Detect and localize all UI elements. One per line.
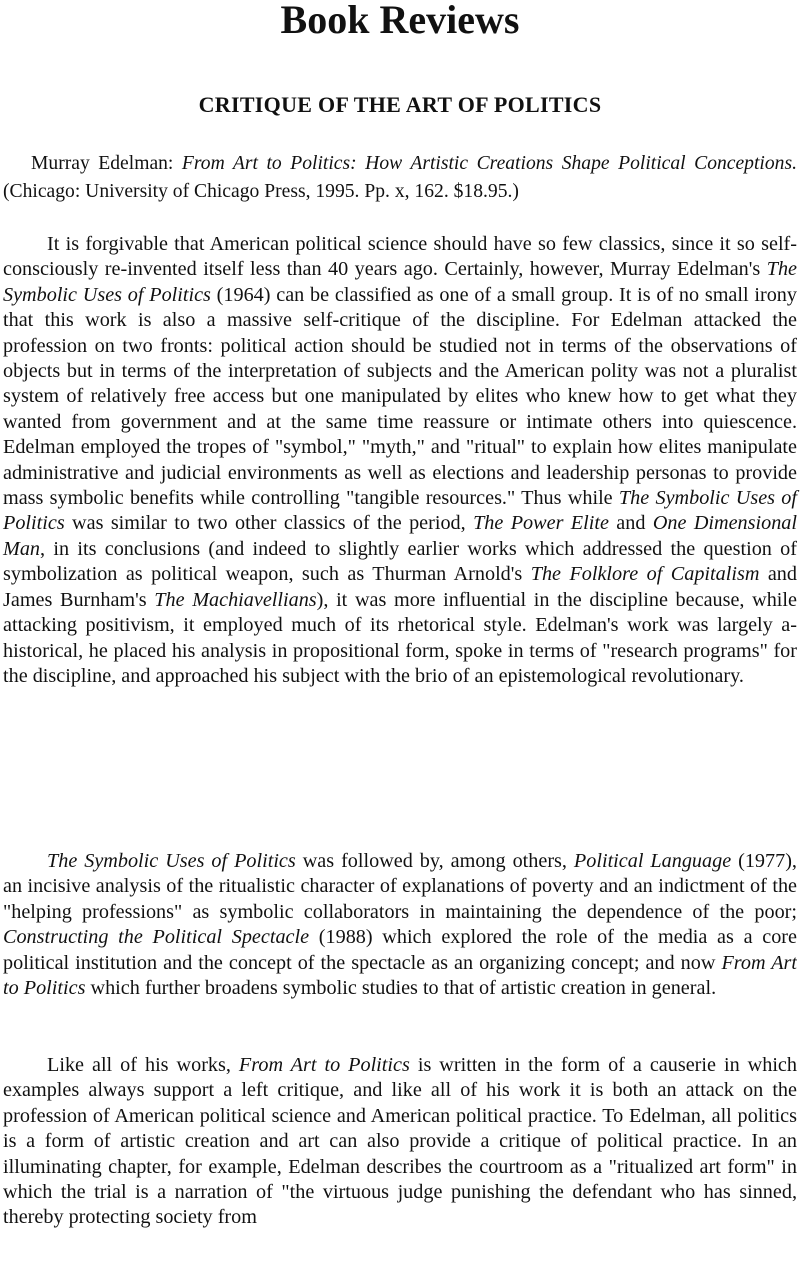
paragraph-1 (3, 232, 797, 849)
review-body (3, 232, 797, 1231)
paragraph-text: and James Burnham's (3, 563, 797, 611)
paragraph-2 (3, 849, 797, 1053)
book-citation (3, 150, 797, 206)
italic-title: One Dimensional Man (3, 512, 797, 560)
italic-title: The Symbolic Uses of Politics (47, 850, 296, 872)
italic-title: The Folklore of Capitalism (530, 563, 760, 586)
section-title: Book Reviews (280, 0, 520, 42)
italic-title: The Symbolic Uses of Politics (3, 487, 798, 535)
paragraph-text: (1988) which explored the role of the media as a core political institution and the concept of the spectacle as an organizing concept; and now (3, 926, 797, 974)
italic-title: Constructing the Political Spectacle (3, 926, 310, 949)
paragraph-text: (1964) can be classified as one of a small group. It is of no small irony that this work is also a massive self-critique of the discipline. For Edelman attacked the profession on two fronts: political action should be studied not in terms of the observations of objects but in terms of the interpretation of subjects and the American polity was not a pluralist system of relatively free access but one manipulated by elites who knew how to get what they wanted from government and at the same time reassure or intimate others into quiescence. Edelman employed the tropes of "symbol," "myth," and "ritual" to explain how elites manipulate administrative and judicial environments as well as elections and leadership personas to provide mass symbolic benefits while controlling "tangible resources." Thus while (3, 283, 797, 510)
italic-title: From Art to Politics (238, 1054, 410, 1076)
italic-title: From Art to Politics (3, 951, 797, 1000)
italic-title: The Power Elite (473, 512, 609, 535)
paragraph-text: is written in the form of a causerie in which examples always support a left critique, and like all of his work it is both an attack on the profession of American political science and American political practice. To Edelman, all politics is a form of artistic creation and art can also provide a critique of political practice. In an illuminating chapter, for example, Edelman describes the courtroom as a "ritualized art form" in which the trial is a narration of "the virtuous judge punishing the defendant who has sinned, thereby protecting society from (3, 1054, 797, 1229)
citation-book-title: From Art to Politics: How Artistic Creations Shape Political Conceptions. (181, 153, 797, 174)
paragraph-text: and (608, 512, 653, 535)
paragraph-text: which further broadens symbolic studies to that of artistic creation in general. (85, 977, 717, 1000)
paragraph-text: , in its conclusions (and indeed to slightly earlier works which addressed the question of symbolization as political weapon, such as Thurman Arnold's (3, 537, 797, 586)
italic-title: Political Language (573, 850, 732, 872)
italic-title: The Symbolic Uses of Politics (3, 258, 797, 306)
paragraph-text: was similar to two other classics of the period, (64, 512, 474, 535)
citation-author: Murray Edelman: (31, 153, 182, 174)
paragraph-3 (3, 1053, 797, 1231)
paragraph-text: was followed by, among others, (295, 850, 574, 872)
paragraph-text: (1977), an incisive analysis of the ritualistic character of explanations of poverty and an indictment of the "helping professions" as symbolic collaborators in maintaining the dependence of the poor; (3, 850, 797, 923)
paragraph-text: ), it was more influential in the discipline because, while attacking positivism, it employed much of its rhetorical style. Edelman's work was largely a-historical, he placed his analysis in propositional form, spoke in terms of "research programs" for the discipline, and approached his subject with the brio of an epistemological revolutionary. (3, 588, 797, 687)
citation-publication: (Chicago: University of Chicago Press, 1995. Pp. x, 162. $18.95.) (3, 181, 519, 202)
italic-title: The Machiavellians (154, 588, 317, 611)
paragraph-text: It is forgivable that American political science should have so few classics, since it so self-consciously re-invented itself less than 40 years ago. Certainly, however, Murray Edelman's (3, 233, 797, 281)
page (3, 0, 798, 1229)
review-title: CRITIQUE OF THE ART OF POLITICS (198, 92, 602, 117)
paragraph-text: Like all of his works, (47, 1054, 239, 1076)
